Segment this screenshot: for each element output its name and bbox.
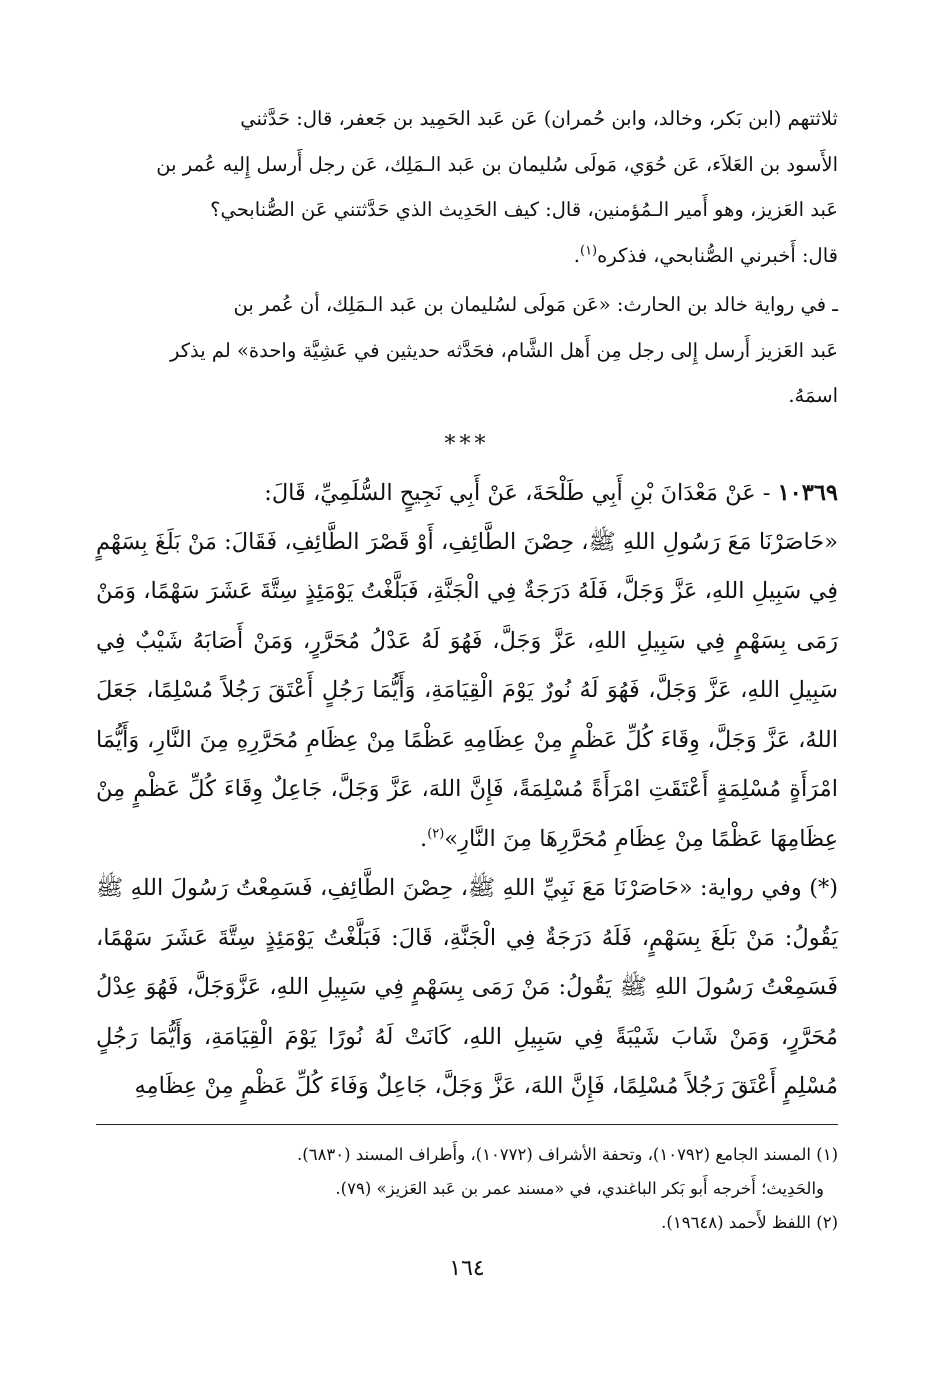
khalid-line: اسمَهُ. bbox=[788, 384, 838, 407]
intro-line: عَبد العَزيز، وهو أَمير الـمُؤمنين، قال: كيف الحَدِيث الذي حَدَّثتني عَن الصُّنابحي؟ bbox=[210, 198, 838, 221]
section-separator: *** bbox=[444, 431, 490, 457]
alternate-narration bbox=[96, 864, 838, 1112]
intro-line: الأَسود بن العَلاَء، عَن حُوَي، مَولَى سُليمان بن عَبد الـمَلِك، عَن رجل أَرسل إِليه عُمر بن bbox=[156, 152, 838, 176]
alternate-narration-text: وفي رواية: «حَاصَرْنَا مَعَ نَبِيِّ اللهِ ﷺ، حِصْنَ الطَّائِفِ، فَسَمِعْتُ رَسُولَ اللهِ ﷺ يَقُولُ: مَنْ بَلَغَ بِسَهْمٍ، فَلَهُ دَرَجَةٌ فِي الْجَنَّةِ، قَالَ: فَبَلَّغْتُ يَوْمَئِذٍ سِتَّةَ عَشَرَ سَهْمًا، فَسَمِعْتُ رَسُولَ اللهِ ﷺ يَقُولُ: مَنْ رَمَى بِسَهْمٍ فِي سَبِيلِ اللهِ، عَزَّوَجَلَّ، فَهُوَ عِدْلُ مُحَرَّرٍ، وَمَنْ شَابَ شَيْبَةً فِي سَبِيلِ اللهِ، كَانَتْ لَهُ نُورًا يَوْمَ الْقِيَامَةِ، وَأَيُّمَا رَجُلٍ مُسْلِمٍ أَعْتَقَ رَجُلاً مُسْلِمًا، فَإِنَّ اللهَ، عَزَّ وَجَلَّ، جَاعِلٌ وَفَاءَ كُلِّ عَظْمٍ مِنْ عِظَامِهِ bbox=[96, 875, 838, 1099]
hadith-matn bbox=[96, 518, 838, 865]
footnote-reference-2[interactable]: (٢) bbox=[427, 826, 445, 841]
intro-line-text: قال: أَخبرني الصُّنابحي، فذكره bbox=[597, 243, 838, 267]
hadith-number: ١٠٣٦٩ bbox=[777, 479, 838, 506]
khalid-line: عَبد العَزيز أَرسل إِلى رجل مِن أَهل الشَّام، فحَدَّثه حديثين في عَشِيَّة واحدة» لم يذكر bbox=[169, 338, 838, 362]
page-number: ١٦٤ bbox=[449, 1256, 485, 1281]
khalid-line: ـ في رواية خالد بن الحارث: «عَن مَولَى لسُليمان بن عَبد الـمَلِك، أن عُمر بن bbox=[233, 293, 838, 316]
intro-line-last bbox=[96, 233, 838, 279]
khalid-narration-paragraph bbox=[96, 282, 838, 419]
footnote-1: (١) المسند الجامع (١٠٧٩٢)، وتحفة الأشراف (١٠٧٧٢)، وأَطراف المسند (٦٨٣٠). bbox=[297, 1145, 838, 1164]
footnote-divider bbox=[96, 1124, 838, 1125]
intro-line: ثلاثتهم (ابن بَكر، وخالد، وابن حُمران) عَن عَبد الحَمِيد بن جَعفر، قال: حَدَّثني bbox=[240, 107, 838, 130]
footnote-reference-1[interactable]: (١) bbox=[579, 243, 598, 258]
hadith-matn-text: «حَاصَرْنَا مَعَ رَسُولِ اللهِ ﷺ، حِصْنَ الطَّائِفِ، أَوْ قَصْرَ الطَّائِفِ، فَقَالَ: مَنْ بَلَغَ بِسَهْمٍ فِي سَبِيلِ اللهِ، عَزَّ وَجَلَّ، فَلَهُ دَرَجَةٌ فِي الْجَنَّةِ، فَبَلَّغْتُ يَوْمَئِذٍ سِتَّةَ عَشَرَ سَهْمًا، وَمَنْ رَمَى بِسَهْمٍ فِي سَبِيلِ اللهِ، عَزَّ وَجَلَّ، فَهُوَ لَهُ عَدْلُ مُحَرَّرٍ، وَمَنْ أَصَابَهُ شَيْبٌ فِي سَبِيلِ اللهِ، عَزَّ وَجَلَّ، فَهُوَ لَهُ نُورٌ يَوْمَ الْقِيَامَةِ، وَأَيُّمَا رَجُلٍ أَعْتَقَ رَجُلاً مُسْلِمًا، جَعَلَ اللهُ، عَزَّ وَجَلَّ، وِقَاءَ كُلِّ عَظْمٍ مِنْ عِظَامِهِ عَظْمًا مِنْ عِظَامِ مُحَرَّرِهِ مِنَ النَّارِ، وَأَيُّمَا امْرَأَةٍ مُسْلِمَةٍ أَعْتَقَتِ امْرَأَةً مُسْلِمَةً، فَإِنَّ اللهَ، عَزَّ وَجَلَّ، جَاعِلٌ وِقَاءَ كُلِّ عَظْمٍ مِنْ عِظَامِهَا عَظْمًا مِنْ عِظَامِ مُحَرَّرِهَا مِنَ النَّارِ» bbox=[96, 528, 838, 852]
hadith-matn-end: . bbox=[420, 825, 428, 852]
hadith-isnad: عَنْ مَعْدَانَ بْنِ أَبِي طَلْحَةَ، عَنْ أَبِي نَجِيحٍ السُّلَمِيِّ، قَالَ: bbox=[264, 479, 756, 506]
narration-marker: (*) bbox=[809, 875, 838, 901]
hadith-heading bbox=[96, 469, 838, 518]
document-page bbox=[96, 96, 838, 1336]
intro-line-end: . bbox=[573, 243, 580, 267]
footnote-2: (٢) اللفظ لأَحمد (١٩٦٤٨). bbox=[661, 1213, 838, 1232]
intro-paragraph bbox=[96, 96, 838, 278]
footnote-1-continuation: والحَدِيث؛ أَخرجه أَبو بَكر الباغندي، في «مسند عمر بن عَبد العَزيز» (٧٩). bbox=[335, 1179, 824, 1198]
hadith-dash: - bbox=[755, 479, 778, 506]
footnotes-section bbox=[96, 1138, 838, 1240]
